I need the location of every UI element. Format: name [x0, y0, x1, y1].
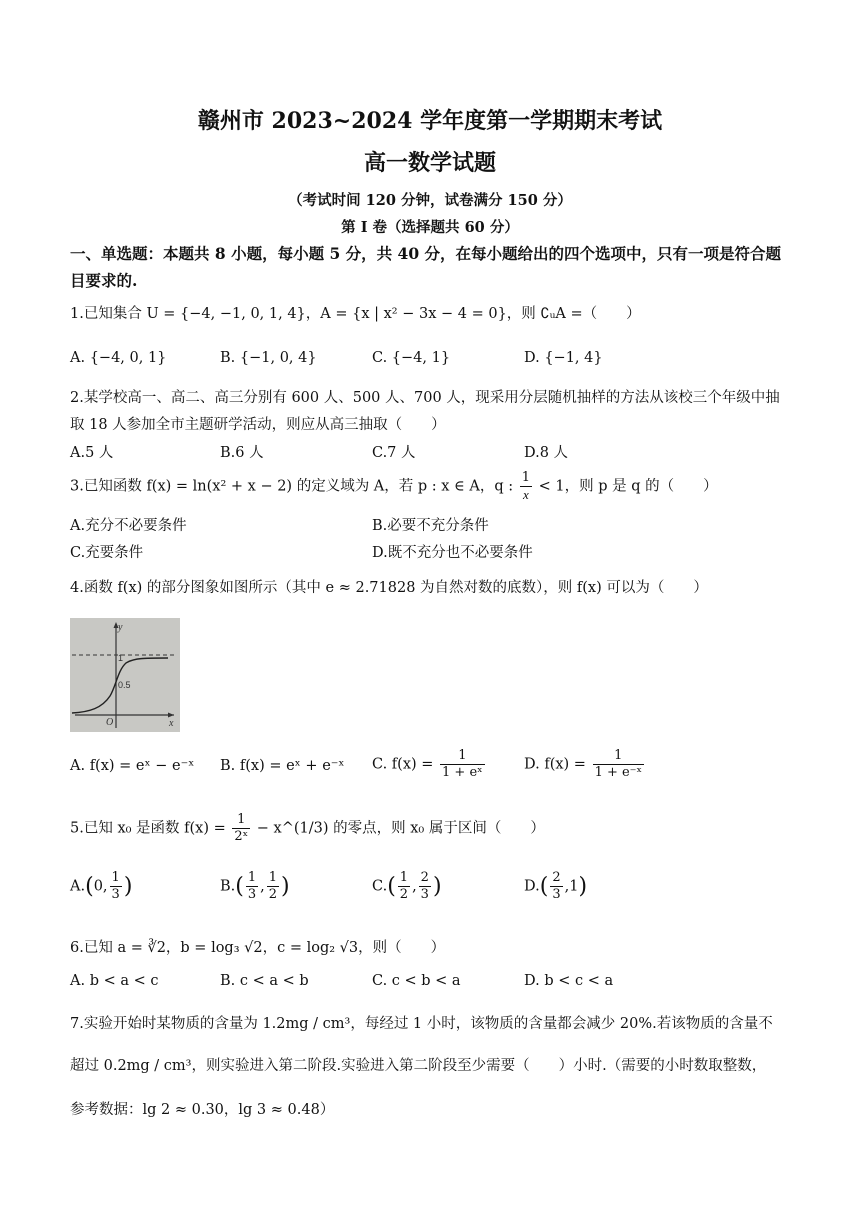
fraction-numerator: 2: [552, 870, 561, 885]
question-2-stem-line-2: 取 18 人参加全市主题研学活动，则应从高三抽取（ ）: [70, 417, 446, 433]
question-5-option-d: D.( $\frac{2}{3}$ ,1): [524, 870, 588, 902]
volume-heading: 第 I 卷（选择题共 60 分）: [341, 219, 519, 236]
x-axis-arrow: [168, 713, 174, 718]
interval-left-fraction: [550, 870, 562, 903]
fraction-numerator: 1: [268, 870, 278, 885]
interval-right-fraction: [267, 870, 279, 903]
section-heading: 一、单选题：本题共 8 小题，每小题 5 分，共 40 分，在每小题给出的四个选项中，只有一项是符合题目要求的.: [70, 244, 782, 290]
interval-left-fraction: [398, 870, 410, 903]
option-letter: B.: [220, 878, 236, 895]
close-paren: ): [123, 874, 133, 899]
sigmoid-graph: [70, 618, 180, 732]
question-2-option-b: B.6 人: [220, 445, 264, 461]
question-7-line-2: 超过 0.2mg / cm³，则实验进入第二阶段.实验进入第二阶段至少需要（ ）小时.（需要的小时数取整数，: [70, 1058, 767, 1074]
question-5-stem-part-2: − x^(1/3) 的零点，则 x₀ 属于区间（ ）: [256, 820, 545, 837]
fraction-denominator: 3: [111, 887, 120, 902]
origin-label: O: [106, 717, 114, 728]
question-5-option-c: C.( $\frac{1}{2}$ , $\frac{2}{3}$ ): [372, 870, 442, 902]
question-1-option-a: A. {−4, 0, 1}: [70, 350, 167, 366]
interval-right-fraction: [419, 870, 431, 903]
question-4-option-d: [524, 748, 646, 781]
y-axis-label: y: [118, 622, 123, 633]
option-letter: C.: [372, 878, 388, 895]
question-3-option-a: A.充分不必要条件: [70, 518, 187, 534]
option-c-prefix: C. f(x) =: [372, 756, 434, 773]
question-5-stem: [70, 812, 545, 845]
question-6-stem: 6.已知 a = ∛2，b = log₃ √2，c = log₂ √3，则（ ）: [70, 940, 446, 956]
question-2-stem-line-1: 2.某学校高一、高二、高三分别有 600 人、500 人、700 人，现采用分层随机抽样的方法从该校三个年级中抽: [70, 390, 780, 406]
question-2-option-a: A.5 人: [70, 445, 114, 461]
exam-subtitle: 高一数学试题: [363, 150, 496, 176]
question-5-option-a: A.(0, $\frac{1}{3}$ ): [70, 870, 133, 902]
question-5-option-b: B.( $\frac{1}{3}$ , $\frac{1}{2}$ ): [220, 870, 290, 902]
option-letter: D.: [524, 878, 540, 895]
question-3-option-c: C.充要条件: [70, 545, 144, 561]
interval-left-fraction: [246, 870, 258, 903]
question-4-stem: 4.函数 f(x) 的部分图象如图所示（其中 e ≈ 2.71828 为自然对数的底数），则 f(x) 可以为（ ）: [70, 580, 708, 596]
fraction-denominator: x: [523, 487, 529, 502]
fraction-denominator: 2ˣ: [234, 829, 249, 844]
close-paren: ): [432, 874, 442, 899]
question-4-graph: [70, 618, 180, 732]
option-c-fraction: [440, 748, 485, 781]
option-d-prefix: D. f(x) =: [524, 756, 586, 773]
fraction-denominator: 2: [268, 887, 278, 902]
fraction-numerator: 1: [111, 870, 120, 885]
question-3-option-d: D.既不充分也不必要条件: [372, 545, 533, 561]
question-6-option-c: C. c < b < a: [372, 973, 461, 989]
question-1-option-b: B. {−1, 0, 4}: [220, 350, 317, 366]
fraction-numerator: 1: [593, 748, 645, 765]
open-paren: (: [387, 874, 396, 899]
interval-left: 0: [93, 878, 103, 895]
question-6-option-a: A. b < a < c: [70, 973, 159, 989]
fraction-denominator: 3: [420, 887, 429, 902]
fraction-denominator: 3: [247, 887, 257, 902]
fraction-numerator: 2: [420, 870, 429, 885]
question-3-option-b: B.必要不充分条件: [372, 518, 489, 534]
option-d-fraction: [593, 748, 645, 781]
fraction-numerator: 1: [399, 870, 409, 885]
question-1-option-d: D. {−1, 4}: [524, 350, 603, 366]
close-paren: ): [578, 874, 588, 899]
question-2-option-d: D.8 人: [524, 445, 569, 461]
close-paren: ): [281, 874, 290, 899]
question-5-fraction: [232, 812, 250, 845]
question-3-stem-part-2: < 1，则 p 是 q 的（ ）: [538, 478, 718, 495]
interval-right: 1: [569, 878, 579, 895]
question-7-line-3: 参考数据：lg 2 ≈ 0.30，lg 3 ≈ 0.48）: [70, 1102, 335, 1118]
question-6-option-d: D. b < c < a: [524, 973, 614, 989]
fraction-numerator: 1: [247, 870, 257, 885]
exam-info: （考试时间 120 分钟，试卷满分 150 分）: [288, 192, 572, 209]
fraction-denominator: 2: [399, 887, 409, 902]
fraction-denominator: 1 + e⁻ˣ: [594, 765, 643, 780]
option-letter: A.: [70, 878, 86, 895]
fraction-denominator: 3: [552, 887, 561, 902]
x-axis-label: x: [169, 718, 174, 729]
question-3-fraction: [520, 470, 532, 503]
open-paren: (: [85, 874, 94, 899]
open-paren: (: [539, 874, 549, 899]
fraction-denominator: 1 + eˣ: [442, 765, 483, 780]
interval-right-fraction: [110, 870, 122, 903]
tick-label-one: 1: [118, 653, 124, 663]
question-2-option-c: C.7 人: [372, 445, 416, 461]
question-4-option-b: B. f(x) = eˣ + e⁻ˣ: [220, 758, 345, 774]
question-4-option-a: A. f(x) = eˣ − e⁻ˣ: [70, 758, 195, 774]
fraction-numerator: 1: [232, 812, 250, 829]
question-3-stem-part-1: 3.已知函数 f(x) = ln(x² + x − 2) 的定义域为 A，若 p : x ∈ A，q :: [70, 478, 514, 495]
tick-label-half: 0.5: [118, 680, 131, 690]
question-4-option-c: [372, 748, 487, 781]
exam-title: 赣州市 2023~2024 学年度第一学期期末考试: [197, 108, 663, 134]
question-1-option-c: C. {−4, 1}: [372, 350, 451, 366]
question-1-stem: 1.已知集合 U = {−4, −1, 0, 1, 4}，A = {x | x² − 3x − 4 = 0}，则 ∁ᵤA =（ ）: [70, 306, 641, 322]
question-7-line-1: 7.实验开始时某物质的含量为 1.2mg / cm³，每经过 1 小时，该物质的含量都会减少 20%.若该物质的含量不: [70, 1016, 773, 1032]
open-paren: (: [235, 874, 244, 899]
question-3-stem: [70, 470, 718, 503]
fraction-numerator: 1: [521, 470, 531, 485]
fraction-numerator: 1: [440, 748, 485, 765]
question-6-option-b: B. c < a < b: [220, 973, 309, 989]
question-5-stem-part-1: 5.已知 x₀ 是函数 f(x) =: [70, 820, 226, 837]
